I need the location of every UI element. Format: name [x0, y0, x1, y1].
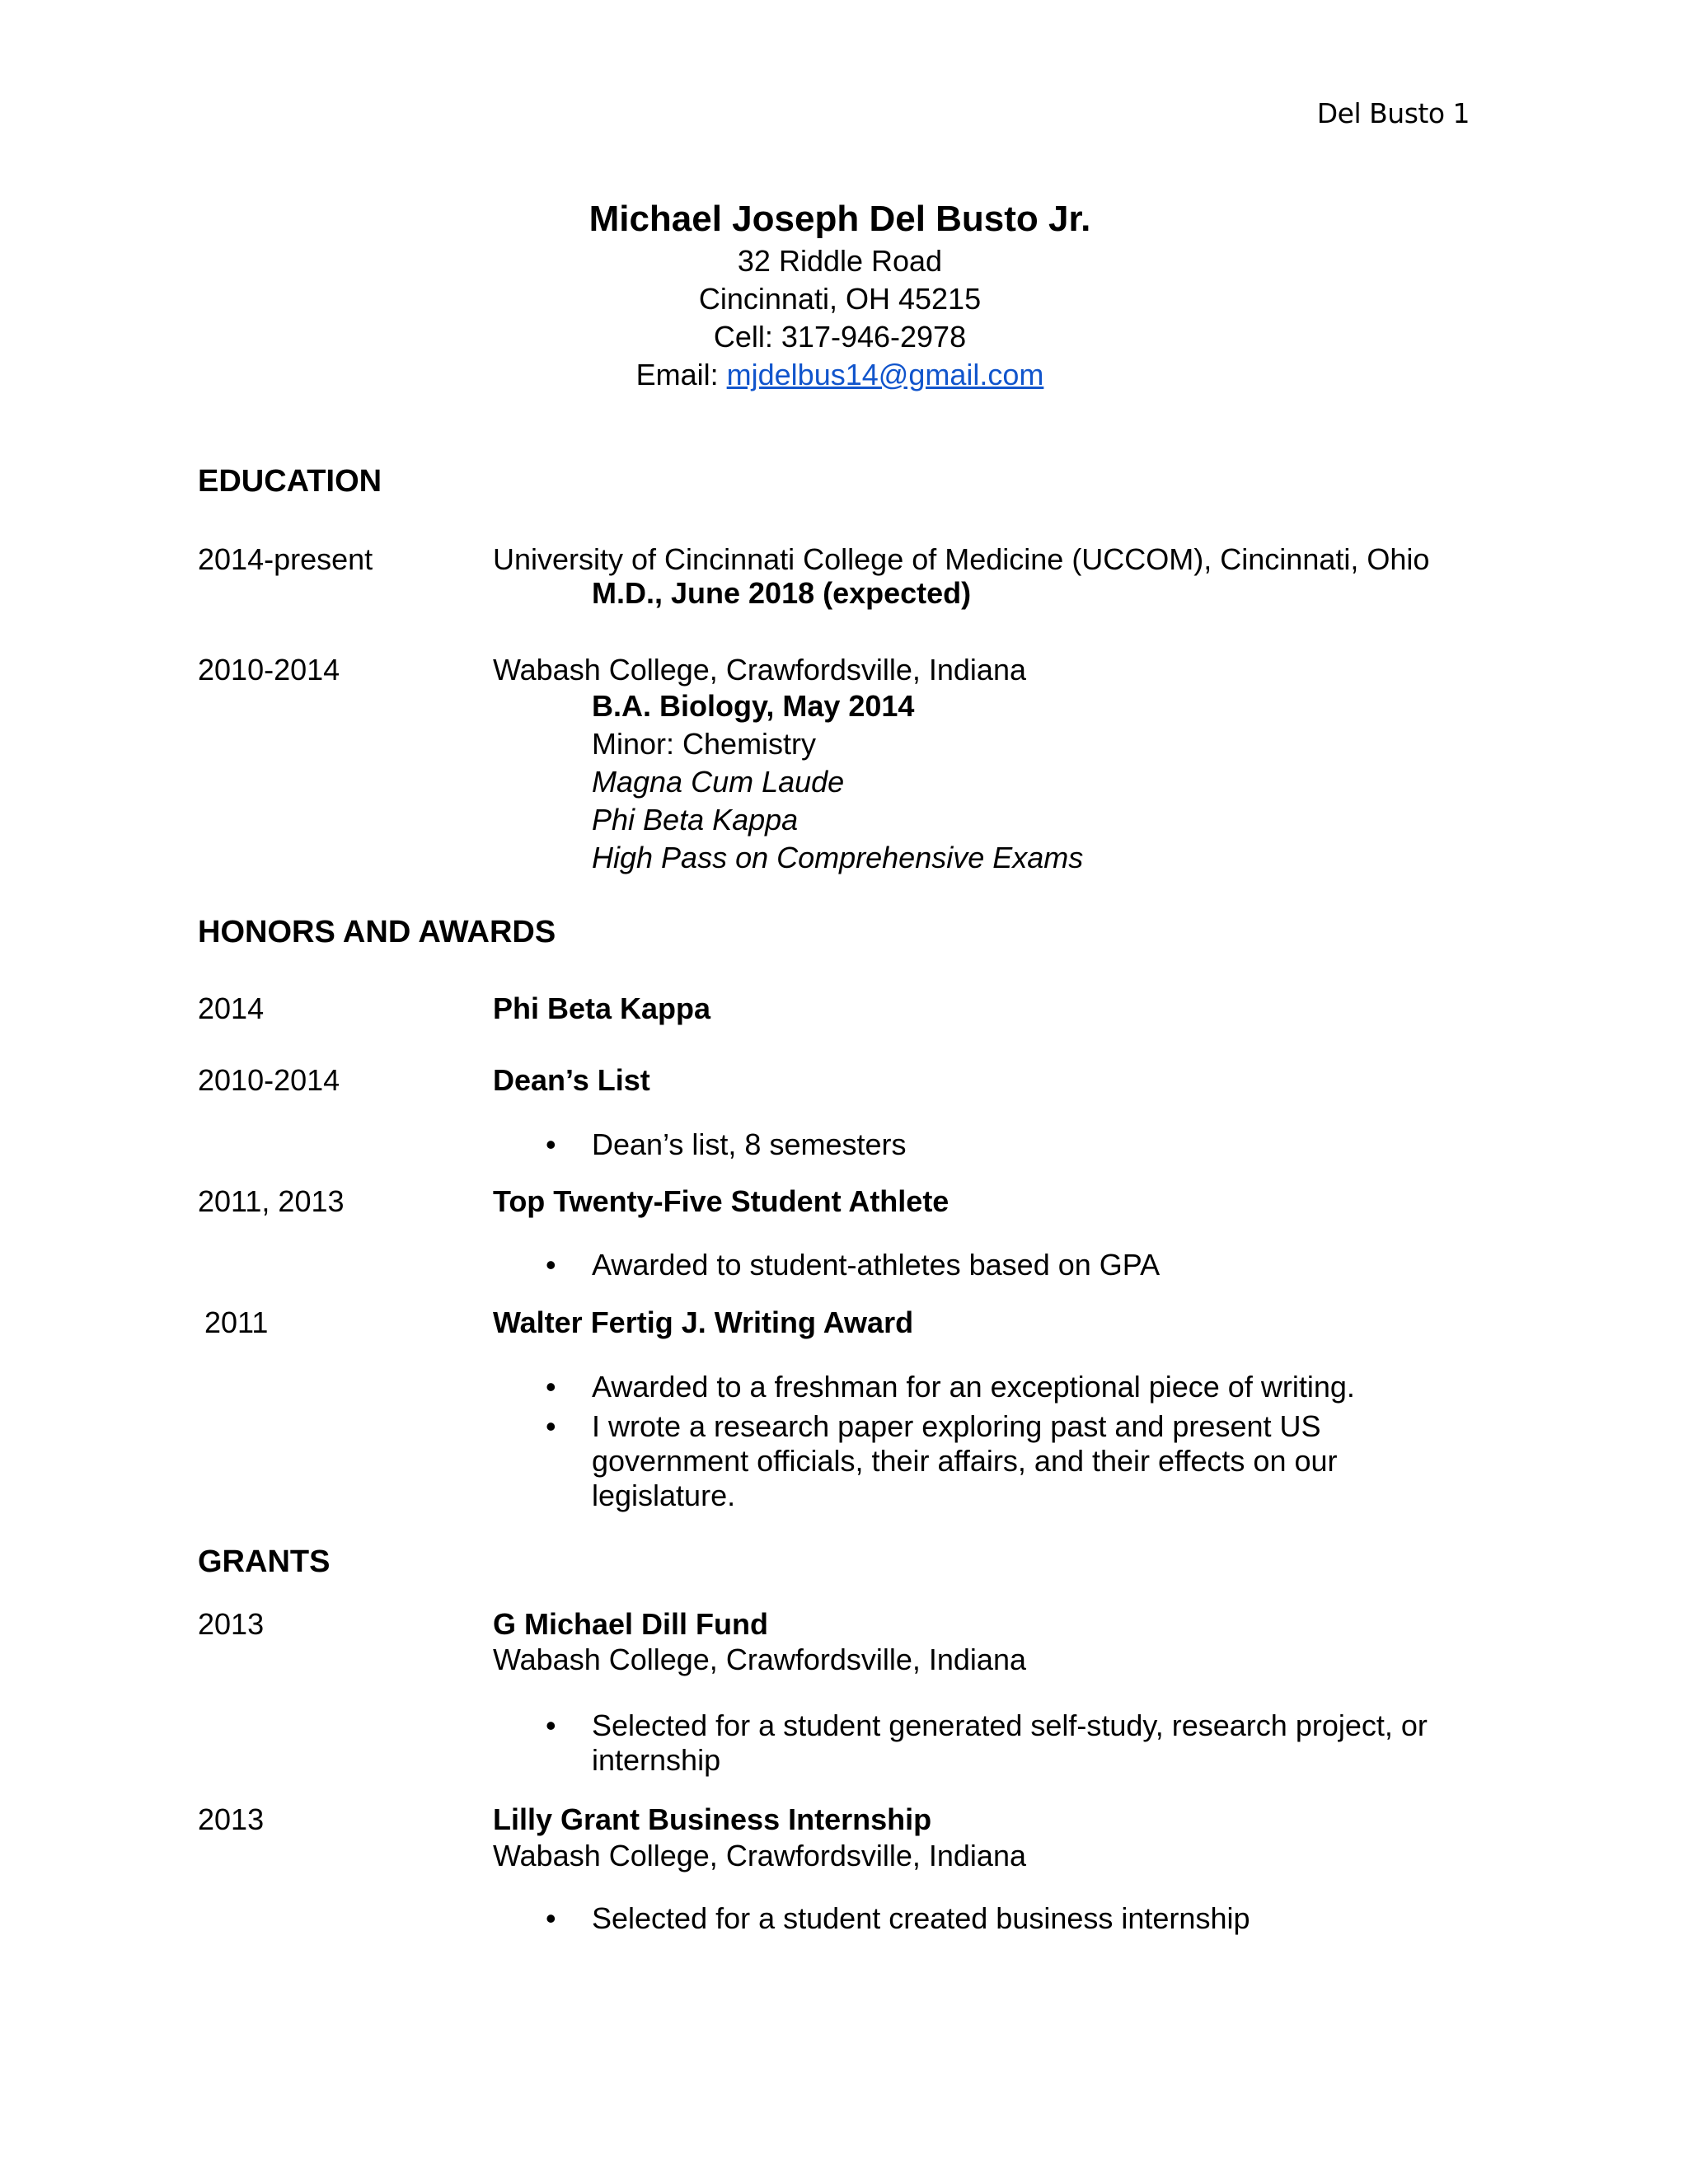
bullet-marker: •	[546, 1370, 556, 1404]
grants-heading: GRANTS	[198, 1544, 331, 1579]
email-line	[0, 356, 1684, 394]
education-honor: Phi Beta Kappa	[592, 803, 799, 837]
address-line-2: Cincinnati, OH 45215	[698, 282, 982, 316]
education-degree: B.A. Biology, May 2014	[592, 689, 915, 723]
email-label: Email:	[635, 358, 727, 391]
honor-year: 2011, 2013	[198, 1184, 345, 1218]
bullet-marker: •	[546, 1708, 556, 1742]
email-link[interactable]: mjdelbus14@gmail.com	[726, 358, 1044, 391]
honor-bullet: Awarded to student-athletes based on GPA	[592, 1248, 1160, 1282]
honor-year: 2014	[198, 991, 265, 1025]
bullet-marker: •	[546, 1248, 556, 1282]
education-degree: M.D., June 2018 (expected)	[592, 576, 972, 610]
grant-year: 2013	[198, 1802, 265, 1836]
education-heading: EDUCATION	[198, 464, 382, 499]
grant-location: Wabash College, Crawfordsville, Indiana	[493, 1643, 1026, 1676]
education-institution: Wabash College, Crawfordsville, Indiana	[493, 653, 1026, 687]
contact-block	[0, 196, 1684, 394]
honor-bullet: Dean’s list, 8 semesters	[592, 1127, 907, 1161]
honor-title: Dean’s List	[493, 1063, 650, 1097]
grant-bullet: Selected for a student generated self-study, research project, or internship	[592, 1708, 1428, 1777]
address-line-1: 32 Riddle Road	[737, 244, 943, 278]
honor-year: 2010-2014	[198, 1063, 340, 1097]
honor-title: Phi Beta Kappa	[493, 991, 711, 1025]
honor-title: Top Twenty-Five Student Athlete	[493, 1184, 950, 1218]
bullet-marker: •	[546, 1901, 556, 1935]
grant-bullet: Selected for a student created business internship	[592, 1901, 1250, 1935]
education-years: 2010-2014	[198, 653, 340, 687]
honor-title: Walter Fertig J. Writing Award	[493, 1305, 914, 1339]
grant-location: Wabash College, Crawfordsville, Indiana	[493, 1839, 1026, 1872]
cell-phone: Cell: 317-946-2978	[713, 320, 967, 354]
grant-title: G Michael Dill Fund	[493, 1607, 769, 1641]
education-honor: High Pass on Comprehensive Exams	[592, 841, 1084, 874]
grant-title: Lilly Grant Business Internship	[493, 1802, 932, 1836]
education-minor: Minor: Chemistry	[592, 727, 817, 761]
honor-year: 2011	[204, 1305, 269, 1339]
grant-year: 2013	[198, 1607, 265, 1641]
education-years: 2014-present	[198, 542, 373, 576]
honor-bullet: I wrote a research paper exploring past and present US government officials, their affairs, and their effects on our legislature.	[592, 1409, 1338, 1512]
honors-heading: HONORS AND AWARDS	[198, 915, 556, 949]
bullet-marker: •	[546, 1409, 556, 1443]
applicant-name: Michael Joseph Del Busto Jr.	[588, 199, 1091, 239]
education-honor: Magna Cum Laude	[592, 765, 845, 799]
education-institution: University of Cincinnati College of Medicine (UCCOM), Cincinnati, Ohio	[493, 542, 1430, 576]
honor-bullet: Awarded to a freshman for an exceptional piece of writing.	[592, 1370, 1355, 1404]
bullet-marker: •	[546, 1127, 556, 1161]
page-header: Del Busto 1	[1316, 97, 1470, 129]
